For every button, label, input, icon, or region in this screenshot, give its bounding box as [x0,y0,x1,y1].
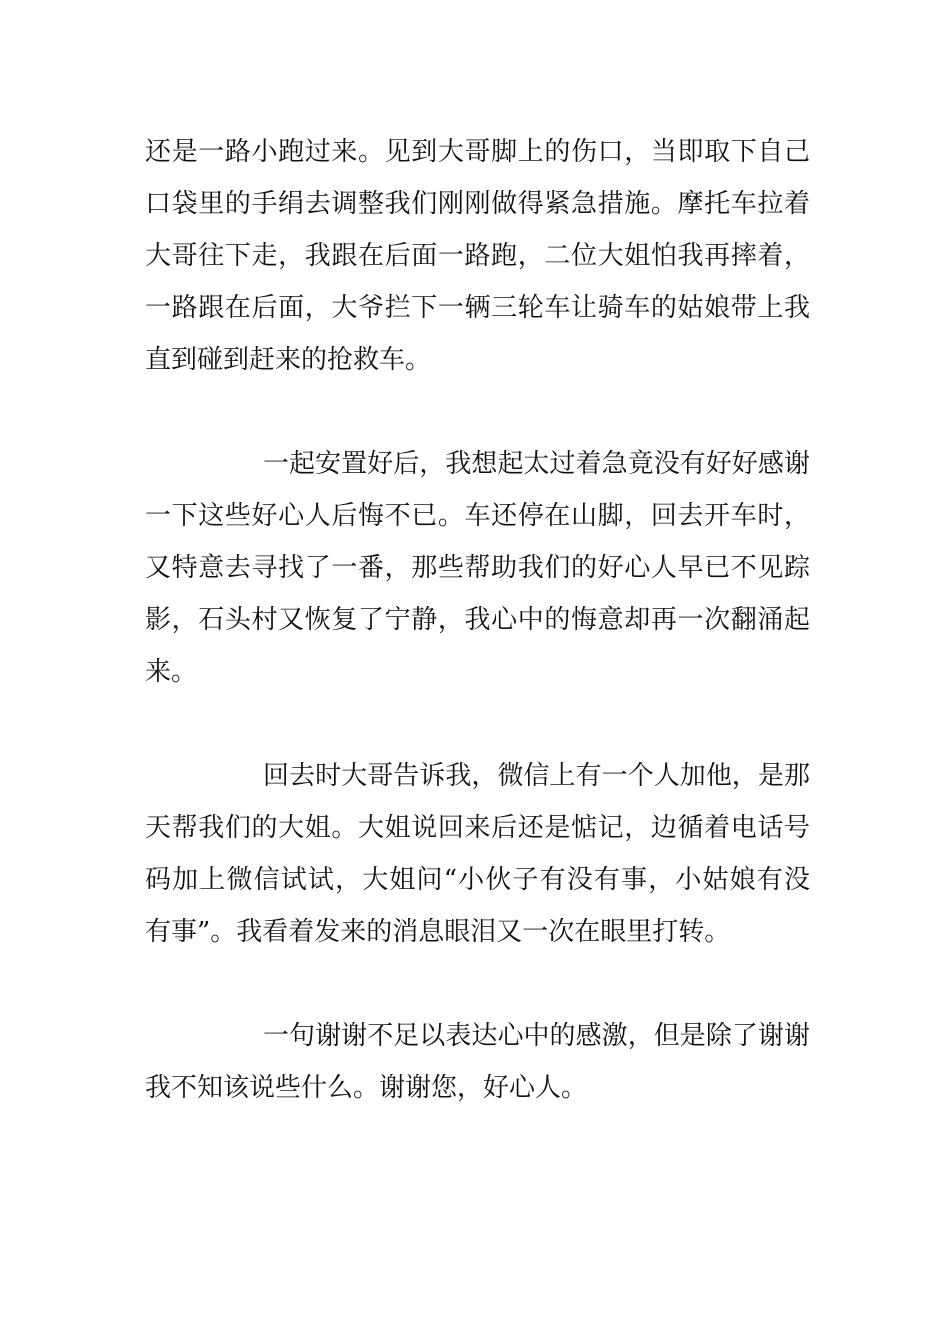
paragraph-line: 天帮我们的大姐。大姐说回来后还是惦记，边循着电话号 [145,813,810,843]
paragraph-2 [145,438,810,698]
paragraph-line: 一起安置好后，我想起太过着急竟没有好好感谢 [263,449,810,479]
document-body [145,126,810,1114]
paragraph-line: 我不知该说些什么。谢谢您，好心人。 [145,1073,588,1103]
paragraph-line: 直到碰到赶来的抢救车。 [145,345,432,375]
paragraph-line: 一路跟在后面，大爷拦下一辆三轮车让骑车的姑娘带上我 [145,293,810,323]
paragraph-3 [145,750,810,958]
paragraph-line: 还是一路小跑过来。见到大哥脚上的伤口，当即取下自己 [145,137,810,167]
paragraph-line: 有事”。我看着发来的消息眼泪又一次在眼里打转。 [145,917,731,947]
paragraph-line: 一句谢谢不足以表达心中的感激，但是除了谢谢 [263,1021,810,1051]
paragraph-line: 码加上微信试试，大姐问“小伙子有没有事，小姑娘有没 [145,865,810,895]
paragraph-line: 回去时大哥告诉我，微信上有一个人加他，是那 [263,761,810,791]
paragraph-line: 大哥往下走，我跟在后面一路跑，二位大姐怕我再摔着， [145,241,810,271]
paragraph-line: 一下这些好心人后悔不已。车还停在山脚，回去开车时， [145,501,810,531]
paragraph-4 [145,1010,810,1114]
paragraph-1 [145,126,810,386]
paragraph-line: 影，石头村又恢复了宁静，我心中的悔意却再一次翻涌起 [145,605,810,635]
paragraph-line: 口袋里的手绢去调整我们刚刚做得紧急措施。摩托车拉着 [145,189,810,219]
paragraph-line: 来。 [145,657,198,687]
paragraph-line: 又特意去寻找了一番，那些帮助我们的好心人早已不见踪 [145,553,810,583]
